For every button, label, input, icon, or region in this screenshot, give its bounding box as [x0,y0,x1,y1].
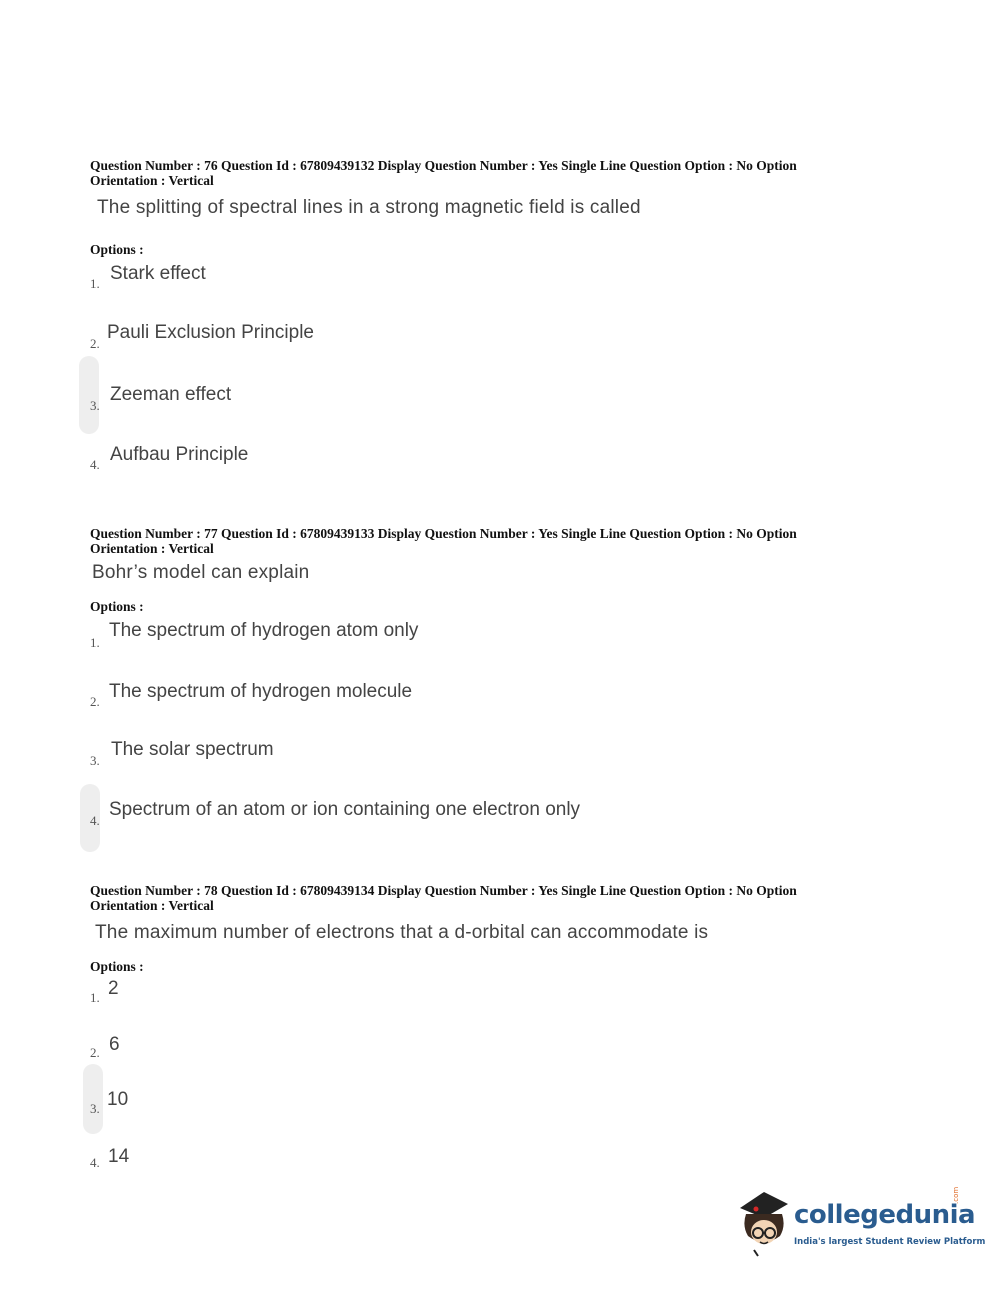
correct-answer-marker [79,356,99,434]
option-text[interactable]: 10 [107,1089,129,1110]
question-text: Bohr’s model can explain [92,562,310,583]
logo-tagline: India's largest Student Review Platform [794,1237,986,1247]
option-number: 3. [90,1101,100,1116]
option-number: 1. [90,276,100,291]
option-number: 2. [90,336,100,351]
collegedunia-logo[interactable] [734,1186,986,1260]
options-label: Options : [90,242,144,257]
option-text[interactable]: 14 [108,1146,130,1167]
options-label: Options : [90,599,144,614]
option-text[interactable]: Spectrum of an atom or ion containing one electron only [109,799,581,820]
option-text[interactable]: 2 [108,978,119,999]
meta-line-1: Question Number : 78 Question Id : 67809439134 Display Question Number : Yes Single Line Question Option : No Option [90,883,797,898]
option-number: 3. [90,398,100,413]
meta-line-2: Orientation : Vertical [90,541,214,556]
option-text[interactable]: Zeeman effect [110,384,232,405]
question-meta [90,526,880,556]
option-number: 4. [90,813,100,828]
meta-line-1: Question Number : 76 Question Id : 67809439132 Display Question Number : Yes Single Line Question Option : No Option [90,158,797,173]
option-number: 3. [90,753,100,768]
option-text[interactable]: The solar spectrum [111,739,274,760]
question-meta [90,883,880,913]
option-text[interactable]: Stark effect [110,263,206,284]
meta-line-1: Question Number : 77 Question Id : 67809439133 Display Question Number : Yes Single Line Question Option : No Option [90,526,797,541]
logo-wordmark: collegedunia [794,1200,976,1230]
logo-domain-suffix: .com [952,1186,960,1204]
question-text: The splitting of spectral lines in a strong magnetic field is called [97,197,641,218]
option-number: 2. [90,694,100,709]
meta-line-2: Orientation : Vertical [90,898,214,913]
meta-line-2: Orientation : Vertical [90,173,214,188]
question-meta [90,158,880,188]
option-text[interactable]: 6 [109,1034,120,1055]
option-text[interactable]: Pauli Exclusion Principle [107,322,314,343]
option-text[interactable]: Aufbau Principle [110,444,249,465]
option-number: 4. [90,457,100,472]
question-text: The maximum number of electrons that a d-orbital can accommodate is [95,922,709,943]
option-text[interactable]: The spectrum of hydrogen molecule [109,681,413,702]
option-text[interactable]: The spectrum of hydrogen atom only [109,620,419,641]
option-number: 4. [90,1155,100,1170]
correct-answer-marker [83,1064,103,1134]
option-number: 2. [90,1045,100,1060]
option-number: 1. [90,635,100,650]
option-number: 1. [90,990,100,1005]
options-label: Options : [90,959,144,974]
mascot-icon [734,1190,794,1260]
